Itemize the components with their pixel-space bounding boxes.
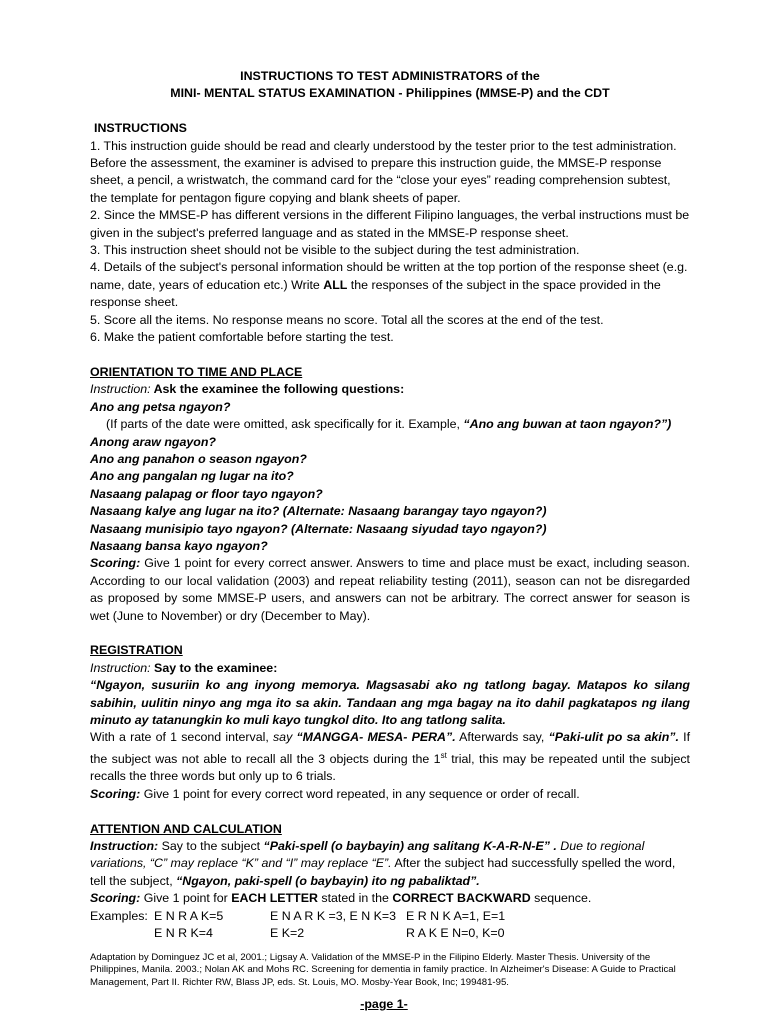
registration-heading: REGISTRATION: [90, 643, 183, 658]
examples-label: Examples:: [90, 908, 148, 923]
instruction-item-1: 1. This instruction guide should be read and clearly understood by the tester prior to the test administration. Before the assessment, the examiner is advised to prepare this instruction guide, the MMSE-P response sheet, a pencil, a wristwatch, the command card for the “close your eyes” reading comprehension subtest, the template for pentagon figure copying and blank sheets of paper.: [90, 138, 677, 205]
instruction-item-5: 5. Score all the items. No response means no score. Total all the scores at the end of the test.: [90, 312, 604, 327]
orientation-question: Ano ang petsa ngayon?: [90, 399, 231, 414]
instructions-heading: INSTRUCTIONS: [94, 121, 187, 136]
example-value: E N R A K=5: [154, 908, 224, 923]
orientation-question: Anong araw ngayon?: [90, 434, 216, 449]
registration-scoring: Scoring: Give 1 point for every correct word repeated, in any sequence or order of recall.: [90, 786, 580, 801]
example-value: E R N K A=1, E=1: [406, 908, 506, 923]
registration-instruction: Instruction: Say to the examinee:: [90, 660, 278, 675]
attention-scoring: Scoring: Give 1 point for EACH LETTER stated in the CORRECT BACKWARD sequence.: [90, 891, 592, 906]
orientation-question: Ano ang panahon o season ngayon?: [90, 451, 307, 466]
orientation-question: Nasaang kalye ang lugar na ito? (Alternate: Nasaang barangay tayo ngayon?): [90, 504, 547, 519]
orientation-question: Nasaang palapag or floor tayo ngayon?: [90, 486, 323, 501]
attention-instruction: Instruction: Say to the subject “Paki-spell (o baybayin) ang salitang K-A-R-N-E” . Due to regional variations, “C” may replace “K” and “I” may replace “E”. After the subject had successfully spelled the word, tell the subject, “Ngayon, paki-spell (o baybayin) ito ng pabaliktad”.: [90, 838, 676, 888]
instruction-item-4: 4. Details of the subject's personal information should be written at the top portion of the response sheet (e.g. name, date, years of education etc.) Write ALL the responses of the subject in the space provided in the response sheet.: [90, 260, 688, 310]
title-line-2: MINI- MENTAL STATUS EXAMINATION - Philippines (MMSE-P) and the CDT: [170, 86, 610, 101]
example-value: E K=2: [270, 925, 305, 940]
orientation-question: Nasaang munisipio tayo ngayon? (Alternate: Nasaang siyudad tayo ngayon?): [90, 521, 547, 536]
example-value: E N R K=4: [154, 925, 213, 940]
examples-row-2: [90, 925, 690, 942]
example-value: R A K E N=0, K=0: [406, 925, 505, 940]
registration-paragraph: With a rate of 1 second interval, say “MANGGA- MESA- PERA”. Afterwards say, “Paki-ulit po sa akin”. If the subject was not able to recall all the 3 objects during the 1st trial, this may be repeated until the subject recalls the three words but only up to 6 trials.: [90, 730, 691, 784]
attention-heading: ATTENTION AND CALCULATION: [90, 821, 282, 836]
orientation-question: Nasaang bansa kayo ngayon?: [90, 538, 268, 553]
orientation-question: Ano ang pangalan ng lugar na ito?: [90, 469, 294, 484]
title-line-1: INSTRUCTIONS TO TEST ADMINISTRATORS of the: [240, 69, 540, 83]
orientation-heading: ORIENTATION TO TIME AND PLACE: [90, 364, 303, 379]
instruction-item-3: 3. This instruction sheet should not be visible to the subject during the test administration.: [90, 243, 580, 258]
instruction-item-2: 2. Since the MMSE-P has different versions in the different Filipino languages, the verbal instructions must be given in the subject's preferred language and as stated in the MMSE-P response sheet.: [90, 208, 690, 240]
orientation-scoring: Scoring: Give 1 point for every correct answer. Answers to time and place must be exact, including season. According to our local validation (2003) and repeat reliability testing (2011), season can not be disregarded as proposed by some MMSE-P users, and answers can not be arbitrary. The correct answer for season is wet (June to November) or dry (December to May).: [90, 556, 690, 623]
orientation-note: (If parts of the date were omitted, ask specifically for it. Example, “Ano ang buwan at taon ngayon?”): [106, 417, 672, 432]
examples-row-1: [90, 908, 690, 925]
footnote: Adaptation by Dominguez JC et al, 2001.; Ligsay A. Validation of the MMSE-P in the Filipino Elderly. Master Thesis. University of the Philippines, Manila. 2003.; Nolan AK and Mohs RC. Screening for dementia in family practice. In Alzheimer's Disease: A Guide to Practical Management, Part II. Richter RW, Blass JP, eds. St. Louis, MO. Mosby-Year Book, Inc; 199481-95.: [90, 952, 676, 988]
example-value: E N A R K =3, E N K=3: [270, 908, 397, 923]
page-number: -page 1-: [360, 997, 408, 1011]
registration-quote: “Ngayon, susuriin ko ang inyong memorya. Magsasabi ako ng tatlong bagay. Matapos ko silang sabihin, uulitin ninyo ang mga ito sa akin. Tandaan ang mga bagay na ito dahil pagkatapos ng ilang minuto ay tatanungkin ko muli kayo tungkol dito. Ito ang tatlong salita.: [90, 678, 690, 727]
orientation-instruction: Instruction: Ask the examinee the following questions:: [90, 382, 405, 397]
instruction-item-6: 6. Make the patient comfortable before starting the test.: [90, 330, 394, 345]
